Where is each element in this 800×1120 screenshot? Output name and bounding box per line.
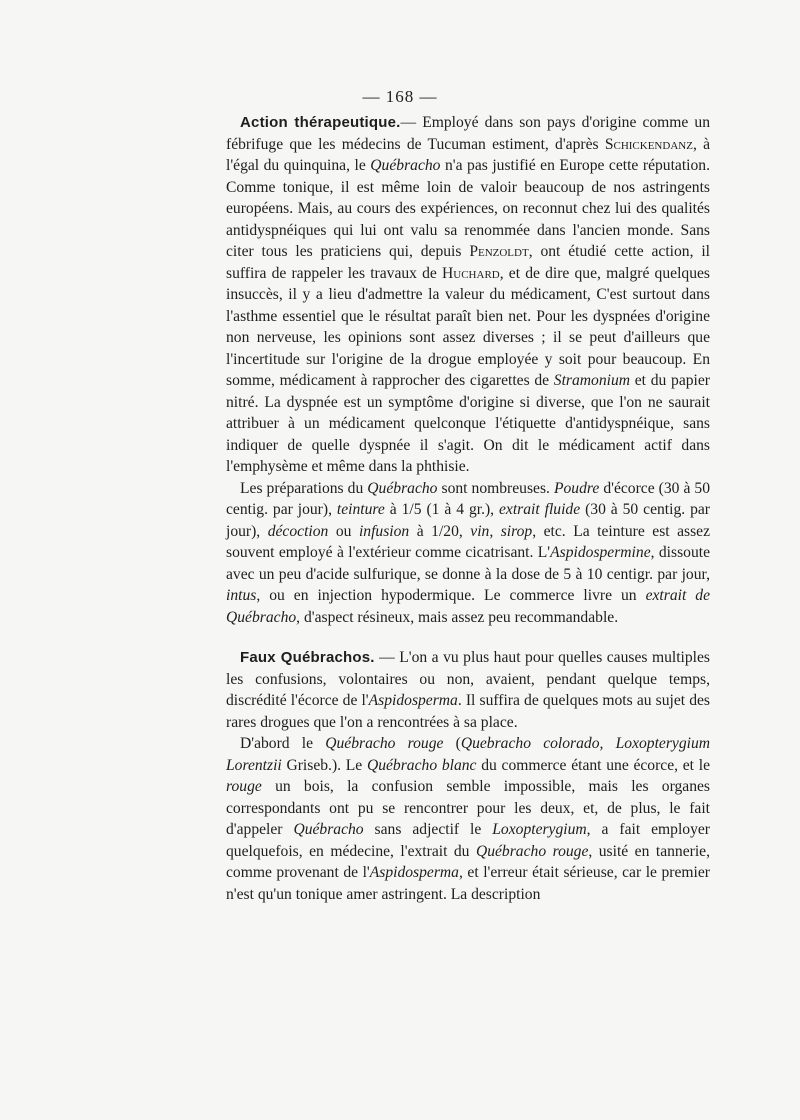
text-run: , ou en injection hypodermique. Le commerce livre un bbox=[256, 587, 646, 604]
italic-term: Aspidosperma bbox=[368, 692, 458, 709]
text-run: , à l'égal du quinquina, le bbox=[226, 135, 710, 174]
text-run: , d'aspect résineux, mais assez peu recommandable. bbox=[296, 608, 619, 626]
italic-term: extrait fluide bbox=[499, 501, 581, 518]
text-run: Griseb.). Le bbox=[281, 756, 367, 774]
author-name: Huchard bbox=[442, 264, 500, 282]
italic-term: infusion bbox=[358, 522, 410, 540]
text-run: D'abord le bbox=[240, 735, 326, 752]
text-run: et du papier nitré. La dyspnée est un symptôme d'origine si diverse, que l'on ne saurait attribuer à un médicament quelconque l'étiquette d'antidyspnéique, sans indiquer de quelle dyspnée il s'agit. On dit le médicament actif dans l'emphysème et même dans la phthisie. bbox=[226, 372, 710, 475]
italic-term: Québracho bbox=[367, 479, 438, 497]
paragraph bbox=[226, 112, 710, 478]
text-run: à 1/20, bbox=[409, 522, 471, 540]
italic-term: vin, sirop bbox=[470, 522, 533, 540]
text-run: un bois, la confusion semble impossible, mais les organes correspondants ont pu se rencontrer pour les deux, et, de plus, le fait d'appeler bbox=[226, 778, 710, 838]
text-run: d'écorce (30 à 50 centig. par jour), bbox=[226, 479, 711, 518]
text-run: , etc. La teinture est assez souvent employé à l'extérieur comme cicatrisant. L' bbox=[226, 522, 710, 561]
italic-term: Québracho rouge bbox=[475, 842, 589, 860]
italic-term: Poudre bbox=[553, 479, 600, 497]
text-run: — Employé dans son pays d'origine comme un fébrifuge que les médecins de Tucuman estiment, d'après bbox=[226, 114, 711, 153]
page-number: — 168 — bbox=[362, 87, 438, 106]
text-run: . Il suffira de quelques mots au sujet des rares drogues que l'on a rencontrées à sa place. bbox=[226, 692, 710, 731]
text-run: à 1/5 (1 à 4 gr.), bbox=[384, 501, 499, 518]
italic-term: Aspidospermine bbox=[550, 544, 651, 561]
italic-term: Québracho blanc bbox=[366, 756, 477, 774]
paragraph bbox=[226, 733, 710, 905]
text-run: sans adjectif le bbox=[363, 821, 493, 838]
italic-term: intus bbox=[226, 587, 257, 604]
italic-term: décoction bbox=[267, 522, 329, 540]
text-run: ou bbox=[328, 522, 359, 540]
text-run: ( bbox=[443, 735, 461, 752]
italic-term: extrait de Québracho bbox=[226, 587, 710, 626]
author-name: Penzoldt bbox=[469, 243, 529, 260]
italic-term: teinture bbox=[336, 501, 385, 518]
body-text bbox=[226, 112, 710, 905]
text-run: (30 à 50 centig. par jour), bbox=[226, 501, 710, 540]
text-run: , ont étudié cette action, il suffira de rappeler les travaux de bbox=[226, 243, 711, 282]
italic-term: Québracho bbox=[293, 821, 364, 838]
italic-term: Quebracho colorado, Loxopterygium Lorentzii bbox=[226, 735, 711, 774]
italic-term: Québracho bbox=[370, 157, 441, 174]
text-run: n'a pas justifié en Europe cette réputation. Comme tonique, il est même loin de valoir beaucoup de nos astringents européens. Mais, au cours des expériences, on reconnut chez lui des qualités antidyspnéiques qui lui ont valu sa renommée dans l'ancien monde. Sans citer tous les praticiens qui, depuis bbox=[226, 157, 710, 260]
text-run: Les préparations du bbox=[240, 479, 368, 497]
text-run: , et l'erreur était sérieuse, car le premier n'est qu'un tonique amer astringent. La description bbox=[226, 864, 710, 903]
section-heading: Faux Québrachos. bbox=[240, 649, 375, 666]
text-run: , usité en tannerie, comme provenant de l' bbox=[226, 842, 710, 881]
text-run: du commerce étant une écorce, et le bbox=[476, 756, 710, 774]
paragraph bbox=[226, 647, 710, 733]
paragraph bbox=[226, 478, 710, 629]
italic-term: Québracho rouge bbox=[325, 735, 444, 752]
italic-term: Aspidosperma bbox=[369, 864, 459, 881]
text-run: — L'on a vu plus haut pour quelles causes multiples les confusions, volontaires ou non, avaient, pendant quelque temps, discrédité l'écorce de l' bbox=[226, 649, 710, 709]
italic-term: Loxopterygium bbox=[492, 821, 587, 838]
text-run: , et de dire que, malgré quelques insuccès, il y a lieu d'admettre la valeur du médicament, C'est surtout dans l'asthme essentiel que le résultat paraît bien net. Pour les dyspnées d'origine non nerveuse, les opinions sont assez diverses ; il se peut d'ailleurs que l'incertitude sur l'origine de la drogue employée y soit pour beaucoup. En somme, médicament à rapprocher des cigarettes de bbox=[226, 264, 710, 389]
section-heading: Action thérapeutique. bbox=[240, 114, 401, 131]
author-name: Schickendanz bbox=[604, 135, 693, 153]
italic-term: Stramonium bbox=[553, 372, 631, 389]
italic-term: rouge bbox=[226, 778, 262, 795]
text-run: , a fait employer quelquefois, en médecine, l'extrait du bbox=[226, 821, 710, 860]
text-run: , dissoute avec un peu d'acide sulfurique, se donne à la dose de 5 à 10 centigr. par jour, bbox=[226, 544, 710, 583]
text-run: sont nombreuses. bbox=[437, 479, 554, 497]
